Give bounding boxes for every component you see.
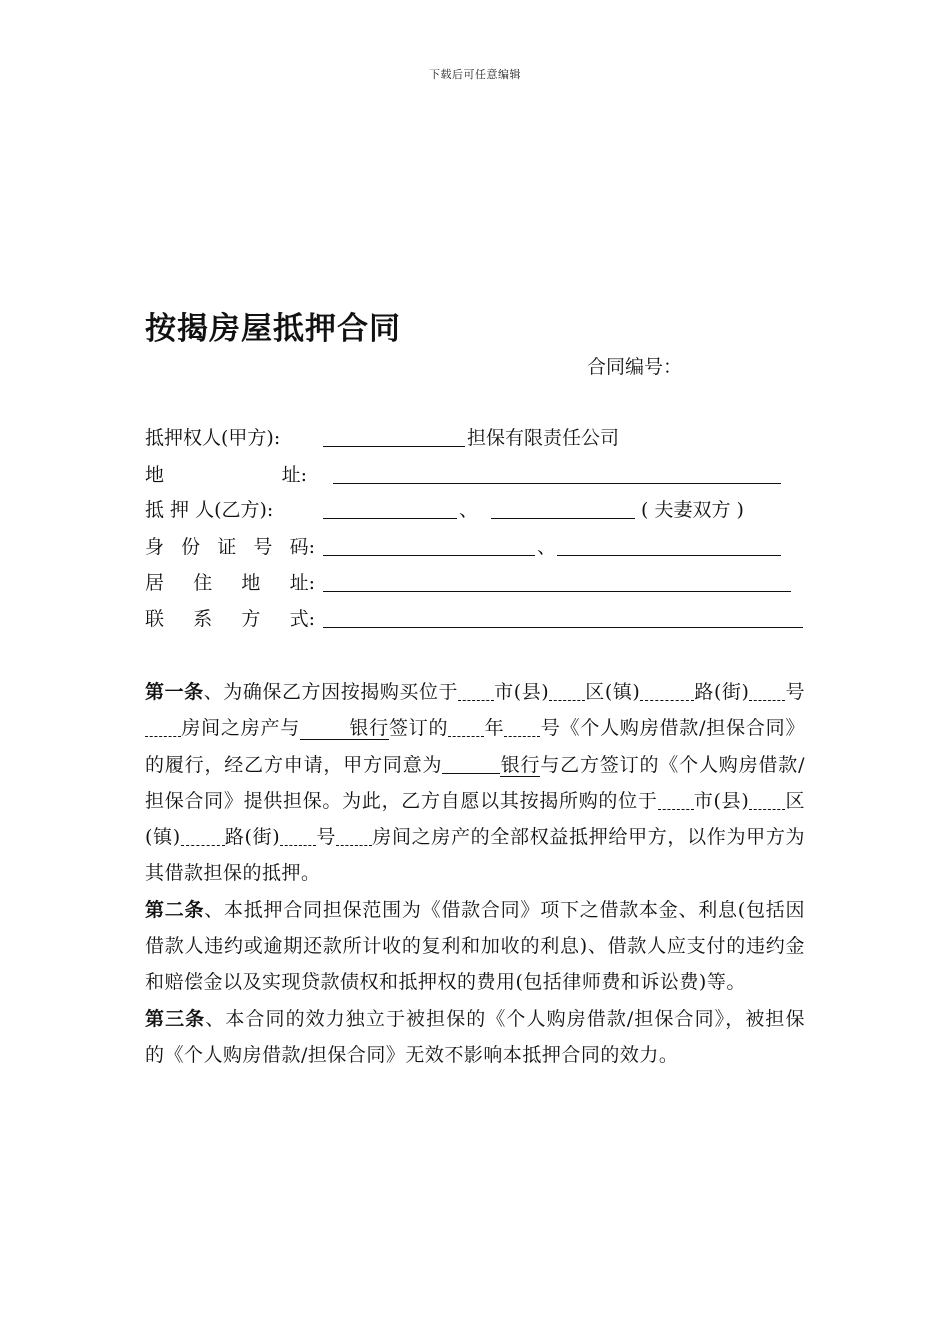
mortgagor-blank-1[interactable] [323,518,457,519]
address-field [145,462,785,488]
address-blank[interactable] [333,483,781,484]
contact-field [145,606,805,632]
blank[interactable] [181,826,225,846]
bank-name-blank-2[interactable] [442,754,500,774]
article-3 [145,1001,805,1074]
contract-body [145,674,805,1073]
id-number-blank-2[interactable] [557,555,781,556]
id-number-label: 身 份 证 号 码: [145,536,315,558]
residence-blank[interactable] [323,591,791,592]
article-3-heading: 第三条 [145,1007,206,1030]
mortgagee-suffix: 担保有限责任公司 [467,427,620,449]
contact-blank[interactable] [323,627,803,628]
article-2-text: 、本抵押合同担保范围为《借款合同》项下之借款本金、利息(包括因借款人违约或逾期还款所计收的复利和加收的利息)、借款人应支付的违约金和赔偿金以及实现贷款债权和抵押权的费用(包括律师费和诉讼费)等。 [145,898,805,994]
blank[interactable] [458,681,494,701]
blank[interactable] [640,681,694,701]
article-1-heading: 第一条 [145,681,204,703]
mortgagor-suffix: ( 夫妻双方 ) [641,499,744,521]
id-number-blank-1[interactable] [323,555,535,556]
contact-label: 联 系 方 式: [145,608,315,630]
blank[interactable] [145,717,181,737]
blank[interactable] [658,790,694,810]
page-header-note: 下载后可任意编辑 [429,68,521,81]
residence-label: 居 住 地 址: [145,572,315,594]
article-2-heading: 第二条 [145,898,205,921]
blank[interactable] [504,717,540,737]
blank[interactable] [448,717,484,737]
contract-number-label: 合同编号： [587,356,683,378]
blank[interactable] [749,790,785,810]
document-title: 按揭房屋抵押合同 [145,311,401,347]
article-3-text: 、本合同的效力独立于被担保的《个人购房借款/担保合同》，被担保的《个人购房借款/担保合同》无效不影响本抵押合同的效力。 [145,1007,805,1066]
mortgagor-blank-2[interactable] [491,518,635,519]
mortgagee-label: 抵押权人(甲方): [145,427,281,449]
id-number-field [145,534,785,560]
blank[interactable] [280,826,316,846]
mortgagee-blank[interactable] [323,446,465,447]
article-2 [145,892,805,1001]
id-number-separator: 、 [537,536,557,558]
blank[interactable] [749,681,785,701]
address-label: 地 址: [145,464,307,486]
blank[interactable] [549,681,585,701]
mortgagor-separator: 、 [459,499,479,521]
residence-field [145,570,795,596]
bank-name-blank-1[interactable]: 银行 [300,717,389,740]
blank[interactable] [336,826,372,846]
mortgagee-field [145,425,665,451]
mortgagor-label: 抵 押 人(乙方): [145,499,274,521]
article-1: 第一条、为确保乙方因按揭购买位于 市(县) 区(镇) 路(街) 号房间之房产与 银行签订的 年 号《个人购房借款/担保合同》的履行，经乙方申请，甲方同意为 银行与乙方签订的《个人购房借款/担保合同》提供担保。为此，乙方自愿以其按揭所购的位于 市(县) 区(镇) 路(街) 号 房间之房产的全部权益抵押给甲方，以作为甲方为其借款担保的抵押。 [145,681,806,885]
mortgagor-field [145,497,785,523]
